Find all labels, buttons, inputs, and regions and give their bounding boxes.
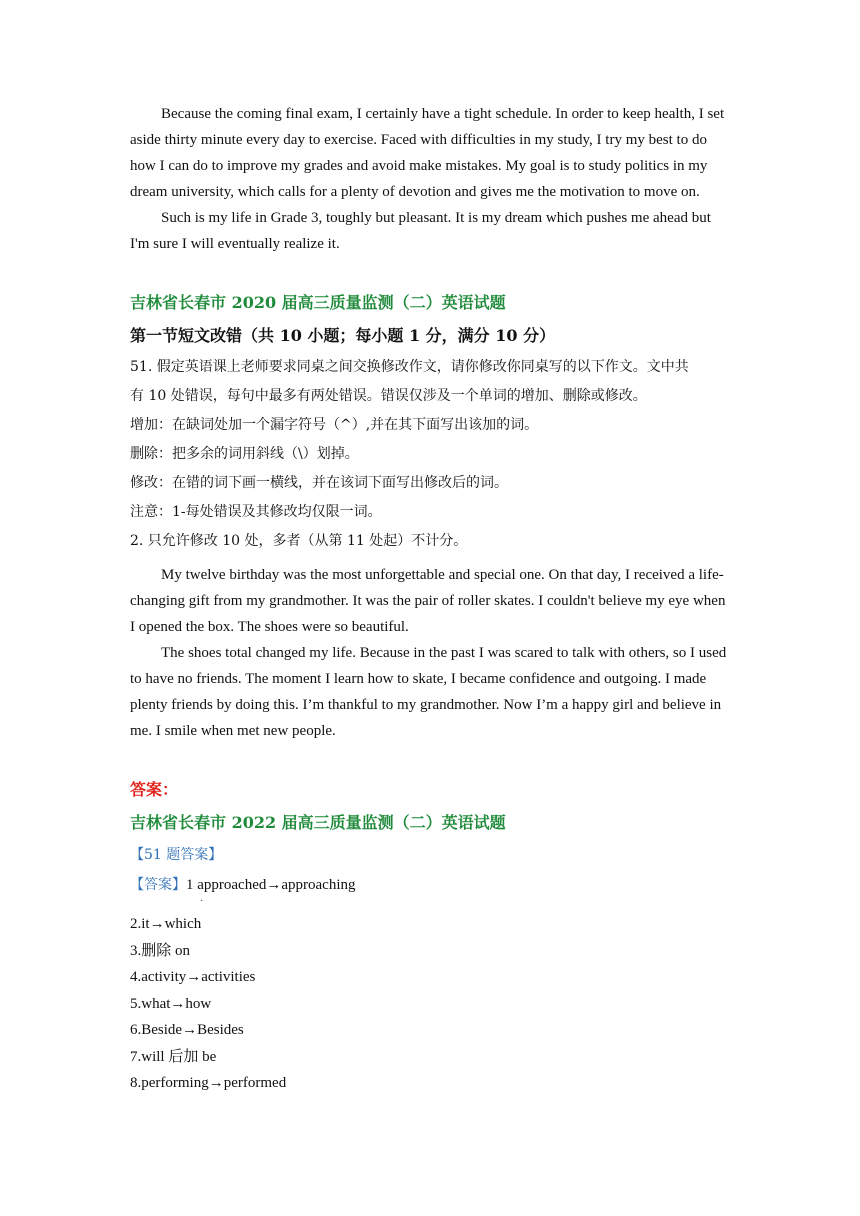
answer-item: 8.performing→performed bbox=[130, 1075, 287, 1091]
instruction-line: 2. 只允许修改 10 处，多者（从第 11 处起）不计分。 bbox=[130, 533, 468, 549]
instruction-line: 51. 假定英语课上老师要求同桌之间交换修改作文，请你修改你同桌写的以下作文。文中共 bbox=[130, 359, 689, 375]
answer-item: 6.Beside→Besides bbox=[130, 1022, 244, 1038]
correction-passage bbox=[130, 562, 732, 744]
instruction-line: 注意：1-每处错误及其修改均仅限一词。 bbox=[130, 504, 382, 520]
dot-mark: · bbox=[200, 896, 204, 907]
paragraph: My twelve birthday was the most unforgettable and special one. On that day, I received a life-changing gift from my grandmother. It was the pair of roller skates. I couldn't believe my eye when I opened the box. The shoes were so beautiful. bbox=[130, 567, 726, 635]
answer-list bbox=[130, 911, 732, 1097]
answer-item: 7.will 后加 be bbox=[130, 1048, 217, 1065]
instruction-line: 增加：在缺词处加一个漏字符号（^）,并在其下面写出该加的词。 bbox=[130, 417, 539, 433]
section-heading: 第一节短文改错（共 10 小题；每小题 1 分，满分 10 分） bbox=[130, 326, 556, 345]
instructions bbox=[130, 353, 732, 556]
answer-item: 4.activity→activities bbox=[130, 969, 256, 985]
instruction-line: 删除：把多余的词用斜线（\）划掉。 bbox=[130, 446, 359, 462]
paragraph: Because the coming final exam, I certainly have a tight schedule. In order to keep health, I set aside thirty minute every day to exercise. Faced with difficulties in my study, I try my best to do how I can do to improve my grades and avoid make mistakes. My goal is to study politics in my dream university, which calls for a plenty of devotion and gives me the motivation to move on. bbox=[130, 106, 725, 200]
answer-tag-51: 【51 题答案】 bbox=[130, 847, 223, 863]
essay-continuation bbox=[130, 101, 732, 257]
exam-title-2020: 吉林省长春市 2020 届高三质量监测（二）英语试题 bbox=[130, 293, 506, 312]
answer-bracket-label: 【答案】 bbox=[130, 877, 186, 893]
instruction-line: 修改：在错的词下画一横线，并在该词下面写出修改后的词。 bbox=[130, 475, 508, 491]
paragraph: The shoes total changed my life. Because in the past I was scared to talk with others, so I used to have no friends. The moment I learn how to skate, I became confidence and outgoing. I made plenty friends by doing this. I’m thankful to my grandmother. Now I’m a happy girl and believe in me. I smile when met new people. bbox=[130, 645, 727, 739]
instruction-line: 有 10 处错误，每句中最多有两处错误。错误仅涉及一个单词的增加、删除或修改。 bbox=[130, 388, 647, 404]
answer-first-line bbox=[130, 874, 732, 896]
answer-item: 1 approached→approaching bbox=[186, 877, 356, 893]
answer-item: 3.删除 on bbox=[130, 942, 191, 959]
exam-title-2022: 吉林省长春市 2022 届高三质量监测（二）英语试题 bbox=[130, 813, 506, 832]
paragraph: Such is my life in Grade 3, toughly but pleasant. It is my dream which pushes me ahead but I'm sure I will eventually realize it. bbox=[130, 210, 711, 252]
answer-item: 5.what→how bbox=[130, 995, 212, 1012]
answer-item: 2.it→which bbox=[130, 916, 202, 932]
answer-label: 答案： bbox=[130, 780, 179, 799]
